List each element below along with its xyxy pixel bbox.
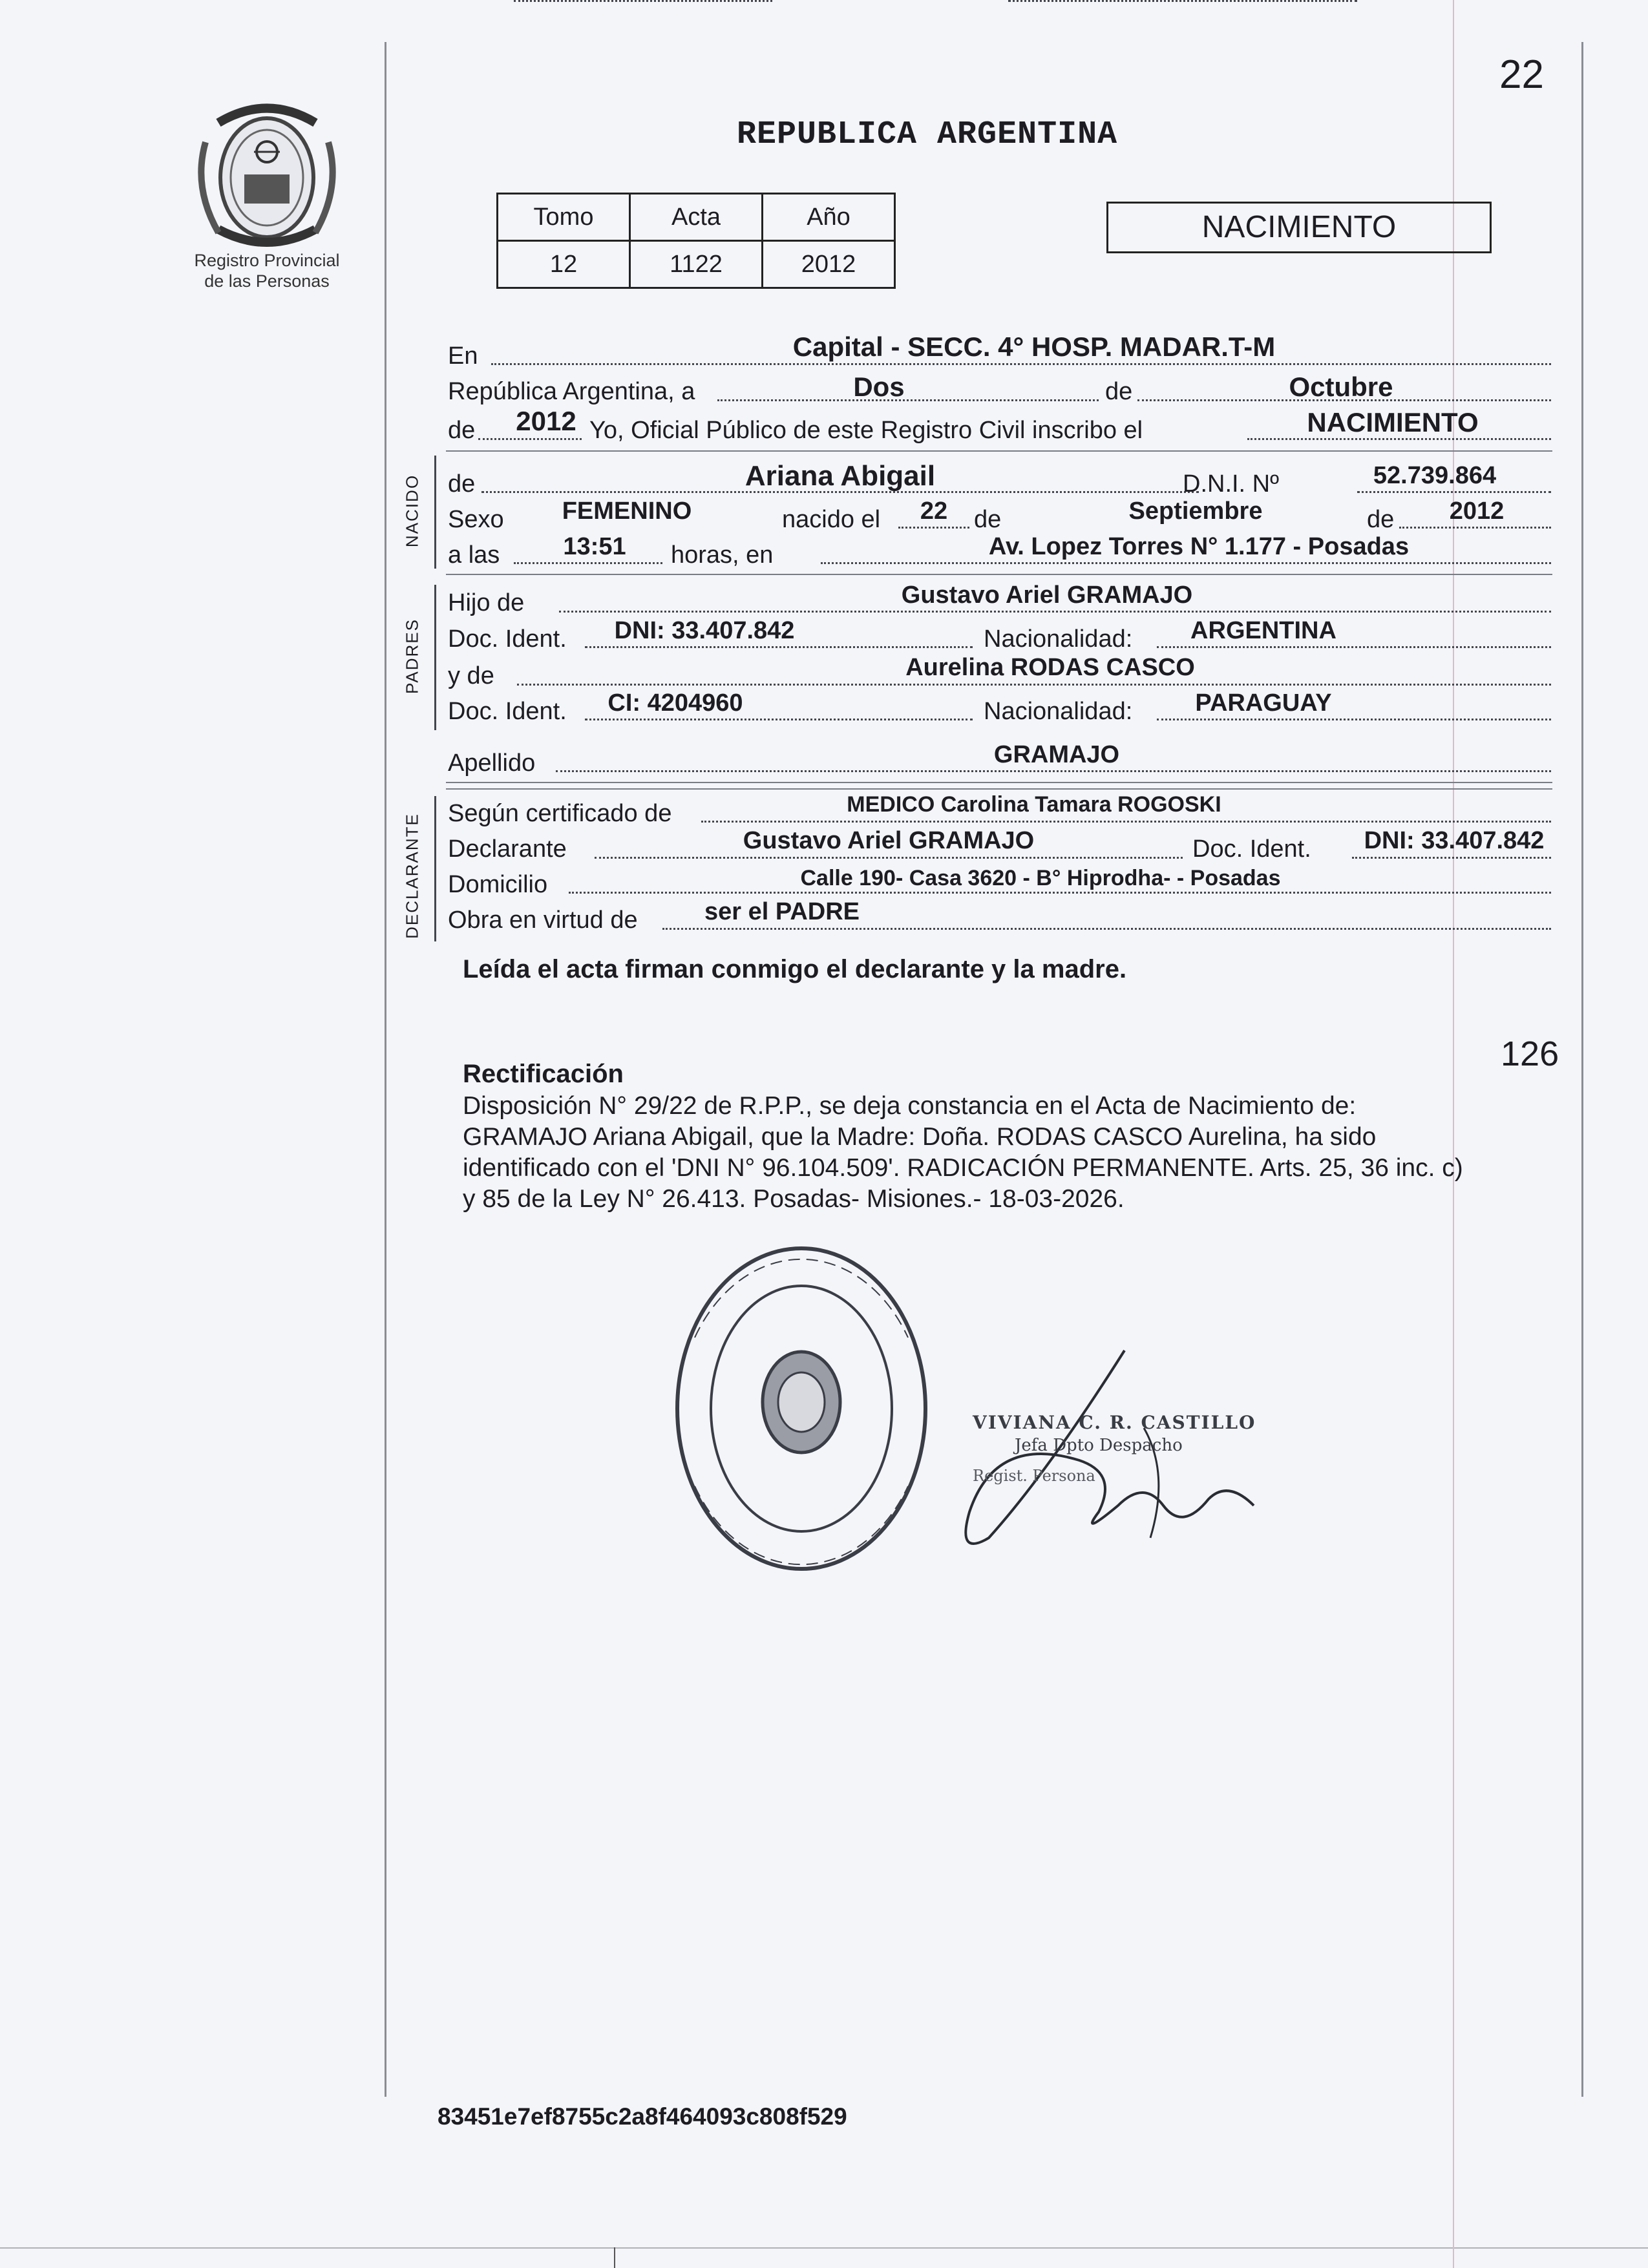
child-name: Ariana Abigail xyxy=(745,460,936,492)
tomo-header: Tomo xyxy=(498,194,630,241)
father-nationality: ARGENTINA xyxy=(1190,617,1336,644)
divider-4 xyxy=(446,788,1552,790)
nacido-de-label-2: de xyxy=(974,506,1002,533)
declarante-doc: DNI: 33.407.842 xyxy=(1364,827,1545,854)
signer-title: Jefa Dpto Despacho xyxy=(1015,1436,1183,1455)
declarante-doc-dots xyxy=(1352,857,1551,859)
sexo-label: Sexo xyxy=(448,506,504,533)
logo-caption-1: Registro Provincial xyxy=(194,251,340,270)
divider-1 xyxy=(446,450,1552,452)
nacido-section-label: NACIDO xyxy=(402,474,422,548)
padres-bar xyxy=(434,585,436,730)
doc-type-label: NACIMIENTO xyxy=(1201,210,1397,244)
father-nat-dots xyxy=(1157,646,1551,648)
dni-label: D.N.I. Nº xyxy=(1183,470,1279,498)
day-dots xyxy=(717,399,1099,401)
father-nat-label: Nacionalidad: xyxy=(984,625,1133,653)
mother-doc-dots xyxy=(585,719,973,720)
mother-doc: CI: 4204960 xyxy=(607,689,743,717)
signer-name: VIVIANA C. R. CASTILLO xyxy=(973,1412,1256,1433)
birth-month: Septiembre xyxy=(1128,498,1263,525)
birth-address-dots xyxy=(821,562,1551,564)
obra-dots xyxy=(662,928,1551,930)
father-name: Gustavo Ariel GRAMAJO xyxy=(901,582,1193,609)
padres-section-label: PADRES xyxy=(402,618,422,694)
nacido-de-label: de xyxy=(448,470,476,498)
dni-dots xyxy=(1357,491,1551,493)
act-dots xyxy=(1247,438,1551,440)
signer-org: Regist. Persona xyxy=(973,1467,1095,1485)
apellido-dots xyxy=(556,770,1551,772)
hijo-de-label: Hijo de xyxy=(448,589,525,616)
nacido-el-label: nacido el xyxy=(782,506,881,533)
mother-nat-label: Nacionalidad: xyxy=(984,698,1133,725)
a-las-label: a las xyxy=(448,541,500,569)
right-edge-line xyxy=(1453,0,1454,2268)
father-doc-dots xyxy=(585,646,973,648)
birth-place: Capital - SECC. 4° HOSP. MADAR.T-M xyxy=(792,331,1276,362)
father-doc-label: Doc. Ident. xyxy=(448,625,567,653)
y-de-label: y de xyxy=(448,662,494,689)
domicilio-label: Domicilio xyxy=(448,871,548,898)
cert-label: Según certificado de xyxy=(448,800,672,827)
right-margin-line xyxy=(1581,42,1583,2097)
registration-month: Octubre xyxy=(1289,372,1393,402)
birth-day: 22 xyxy=(920,498,948,525)
birth-year: 2012 xyxy=(1449,498,1505,525)
birth-day-dots xyxy=(898,527,969,529)
de-label-2: de xyxy=(448,417,476,444)
acta-header: Acta xyxy=(630,194,763,241)
mother-name: Aurelina RODAS CASCO xyxy=(905,654,1195,681)
obra-label: Obra en virtud de xyxy=(448,907,638,934)
yo-text: Yo, Oficial Público de este Registro Civil inscribo el xyxy=(589,417,1143,444)
ano-value: 2012 xyxy=(763,241,895,288)
birth-month-dots xyxy=(1008,0,1357,2)
logo-caption-2: de las Personas xyxy=(204,271,330,291)
birth-time: 13:51 xyxy=(563,533,626,560)
obra-value: ser el PADRE xyxy=(704,898,860,925)
provincia-seal-logo xyxy=(193,97,341,252)
stamp-seal-icon xyxy=(669,1241,934,1577)
father-doc: DNI: 33.407.842 xyxy=(614,617,795,644)
rectificacion-line-3: identificado con el 'DNI N° 96.104.509'. RADICACIÓN PERMANENTE. Arts. 25, 36 inc. c) xyxy=(463,1154,1463,1182)
declarante-label: Declarante xyxy=(448,835,567,863)
country-label: República Argentina, a xyxy=(448,378,695,405)
rectificacion-line-1: Disposición N° 29/22 de R.P.P., se deja constancia en el Acta de Nacimiento de: xyxy=(463,1092,1357,1120)
de-label-1: de xyxy=(1105,378,1133,405)
child-dni: 52.739.864 xyxy=(1373,462,1497,489)
rectificacion-line-2: GRAMAJO Ariana Abigail, que la Madre: Doña. RODAS CASCO Aurelina, ha sido xyxy=(463,1123,1377,1151)
seal-emblem-icon xyxy=(193,97,341,252)
mother-nationality: PARAGUAY xyxy=(1195,689,1332,717)
en-label: En xyxy=(448,342,478,370)
record-table xyxy=(496,193,896,289)
mother-nat-dots xyxy=(1157,719,1551,720)
place-dots xyxy=(491,363,1551,365)
time-dots xyxy=(514,562,662,564)
left-margin-line xyxy=(385,42,386,2097)
mother-dots xyxy=(517,684,1551,686)
year-dots xyxy=(478,438,582,440)
rectificacion-number: 126 xyxy=(1501,1034,1559,1073)
domicilio-value: Calle 190- Casa 3620 - B° Hiprodha- - Posadas xyxy=(800,866,1281,890)
declarante-section-label: DECLARANTE xyxy=(402,813,422,939)
cert-dots xyxy=(701,821,1551,823)
cert-value: MEDICO Carolina Tamara ROGOSKI xyxy=(847,792,1221,817)
birth-year-dots xyxy=(1399,527,1551,529)
sexo-dots xyxy=(514,0,772,2)
mother-doc-label: Doc. Ident. xyxy=(448,698,567,725)
doc-type-box xyxy=(1106,202,1492,253)
closing-statement: Leída el acta firman conmigo el declarante y la madre. xyxy=(463,955,1127,983)
horas-label: horas, en xyxy=(671,541,774,569)
document-hash: 83451e7ef8755c2a8f464093c808f529 xyxy=(438,2103,847,2130)
page-title: REPUBLICA ARGENTINA xyxy=(737,116,1118,153)
bottom-tick xyxy=(614,2247,615,2268)
act-type: NACIMIENTO xyxy=(1307,407,1479,437)
acta-value: 1122 xyxy=(630,241,763,288)
declarante-doc-label: Doc. Ident. xyxy=(1192,835,1311,863)
bottom-border xyxy=(0,2247,1648,2249)
child-sex: FEMENINO xyxy=(562,498,692,525)
father-dots xyxy=(559,611,1551,613)
rectificacion-line-4: y 85 de la Ley N° 26.413. Posadas- Misiones.- 18-03-2026. xyxy=(463,1185,1125,1213)
declarante-name: Gustavo Ariel GRAMAJO xyxy=(743,827,1035,854)
domicilio-dots xyxy=(569,892,1551,894)
declarante-bar xyxy=(434,796,436,941)
divider-3 xyxy=(446,782,1552,783)
page-number: 22 xyxy=(1499,52,1544,97)
registration-year: 2012 xyxy=(516,406,576,436)
registration-day: Dos xyxy=(853,372,905,402)
rectificacion-title: Rectificación xyxy=(463,1060,624,1088)
ano-header: Año xyxy=(763,194,895,241)
nacido-de-label-3: de xyxy=(1367,506,1395,533)
birth-address: Av. Lopez Torres N° 1.177 - Posadas xyxy=(988,533,1410,560)
apellido-label: Apellido xyxy=(448,750,536,777)
official-stamp xyxy=(669,1241,934,1577)
divider-2 xyxy=(446,574,1552,575)
apellido-value: GRAMAJO xyxy=(993,741,1120,768)
declarante-dots xyxy=(595,857,1183,859)
tomo-value: 12 xyxy=(498,241,630,288)
nacido-bar xyxy=(434,456,436,569)
